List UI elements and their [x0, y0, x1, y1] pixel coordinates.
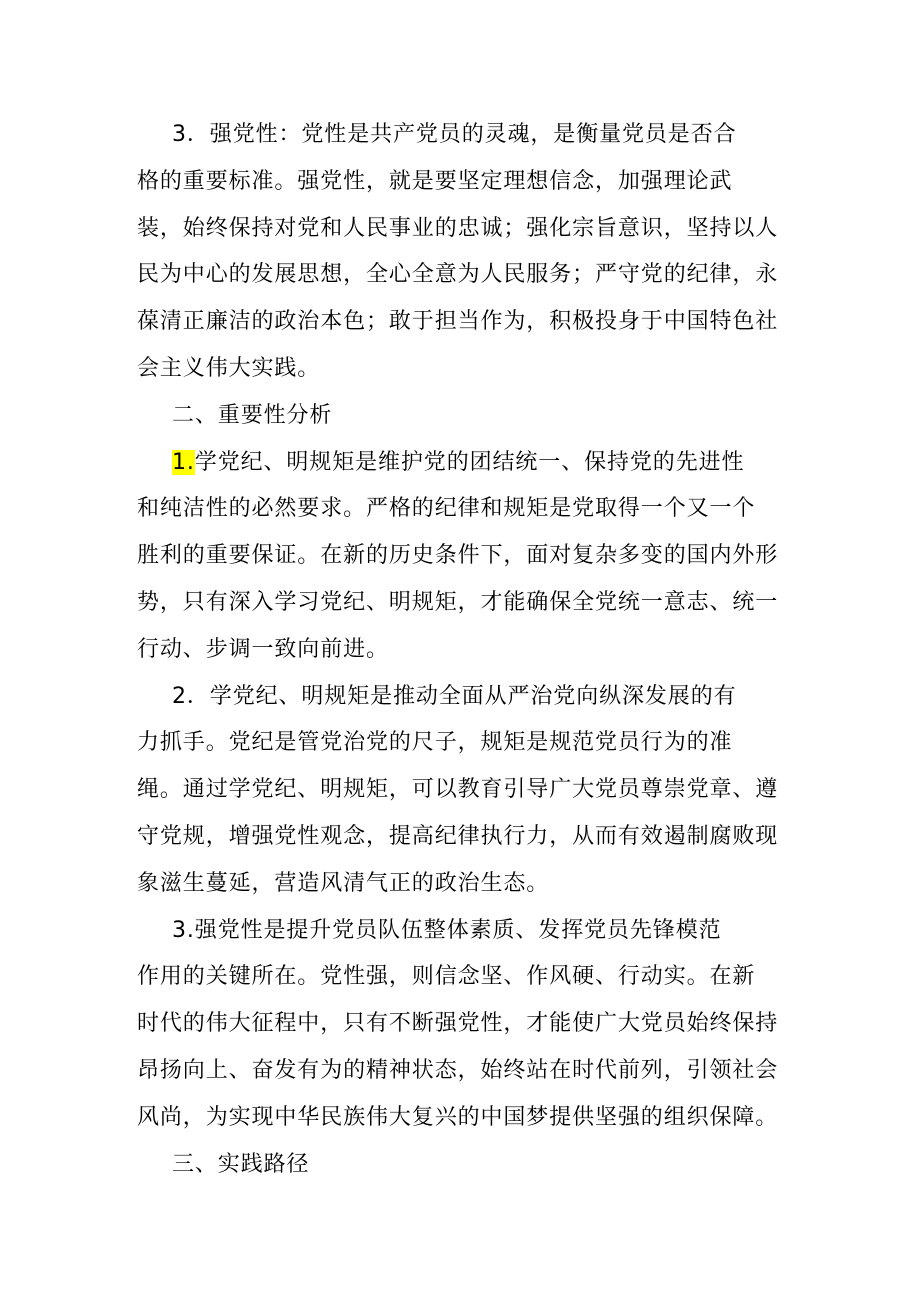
- paragraph-importance-3: [137, 908, 797, 1142]
- paragraph-line: 守党规，增强党性观念，提高纪律执行力，从而有效遏制腐败现: [137, 823, 779, 849]
- paragraph-line: 行动、步调一致向前进。: [137, 636, 389, 662]
- paragraph-line: 2．学党纪、明规矩是推动全面从严治党向纵深发展的有: [172, 683, 737, 709]
- paragraph-line-text: 学党纪、明规矩是维护党的团结统一、保持党的先进性: [194, 449, 745, 475]
- section-heading-practice-path: 三、实践路径: [172, 1151, 310, 1177]
- paragraph-strong-party-spirit: [137, 112, 797, 393]
- document-body: [137, 112, 797, 1188]
- paragraph-line: 装，始终保持对党和人民事业的忠诚；强化宗旨意识，坚持以人: [137, 215, 779, 241]
- paragraph-line: 3.强党性是提升党员队伍整体素质、发挥党员先锋模范: [172, 917, 722, 943]
- section-heading-importance: 二、重要性分析: [172, 402, 333, 428]
- paragraph-line: 3．强党性：党性是共产党员的灵魂，是衡量党员是否合: [172, 122, 737, 147]
- paragraph-line: 作用的关键所在。党性强，则信念坚、作风硬、行动实。在新: [137, 964, 756, 990]
- paragraph-line: 民为中心的发展思想，全心全意为人民服务；严守党的纪律，永: [137, 262, 779, 288]
- paragraph-line: 昂扬向上、奋发有为的精神状态，始终站在时代前列，引领社会: [137, 1057, 779, 1083]
- highlighted-list-marker: 1.: [172, 449, 195, 475]
- paragraph-importance-1: [137, 440, 797, 674]
- paragraph-line: 绳。通过学党纪、明规矩，可以教育引导广大党员尊崇党章、遵: [137, 777, 779, 803]
- paragraph-line: 势，只有深入学习党纪、明规矩，才能确保全党统一意志、统一: [137, 589, 779, 615]
- paragraph-line: 力抓手。党纪是管党治党的尺子，规矩是规范党员行为的准: [137, 730, 733, 756]
- paragraph-line: 格的重要标准。强党性，就是要坚定理想信念，加强理论武: [137, 168, 733, 194]
- paragraph-line: 胜利的重要保证。在新的历史条件下，面对复杂多变的国内外形: [137, 543, 779, 569]
- paragraph-line: 时代的伟大征程中，只有不断强党性，才能使广大党员始终保持: [137, 1011, 779, 1037]
- paragraph-line: 风尚，为实现中华民族伟大复兴的中国梦提供坚强的组织保障。: [137, 1104, 779, 1130]
- paragraph-first-line: [137, 440, 797, 487]
- paragraph-line: 象滋生蔓延，营造风清气正的政治生态。: [137, 870, 550, 896]
- paragraph-line: 会主义伟大实践。: [137, 355, 321, 381]
- paragraph-line: 和纯洁性的必然要求。严格的纪律和规矩是党取得一个又一个: [137, 496, 756, 522]
- paragraph-importance-2: [137, 674, 797, 908]
- paragraph-line: 葆清正廉洁的政治本色；敢于担当作为，积极投身于中国特色社: [137, 309, 779, 335]
